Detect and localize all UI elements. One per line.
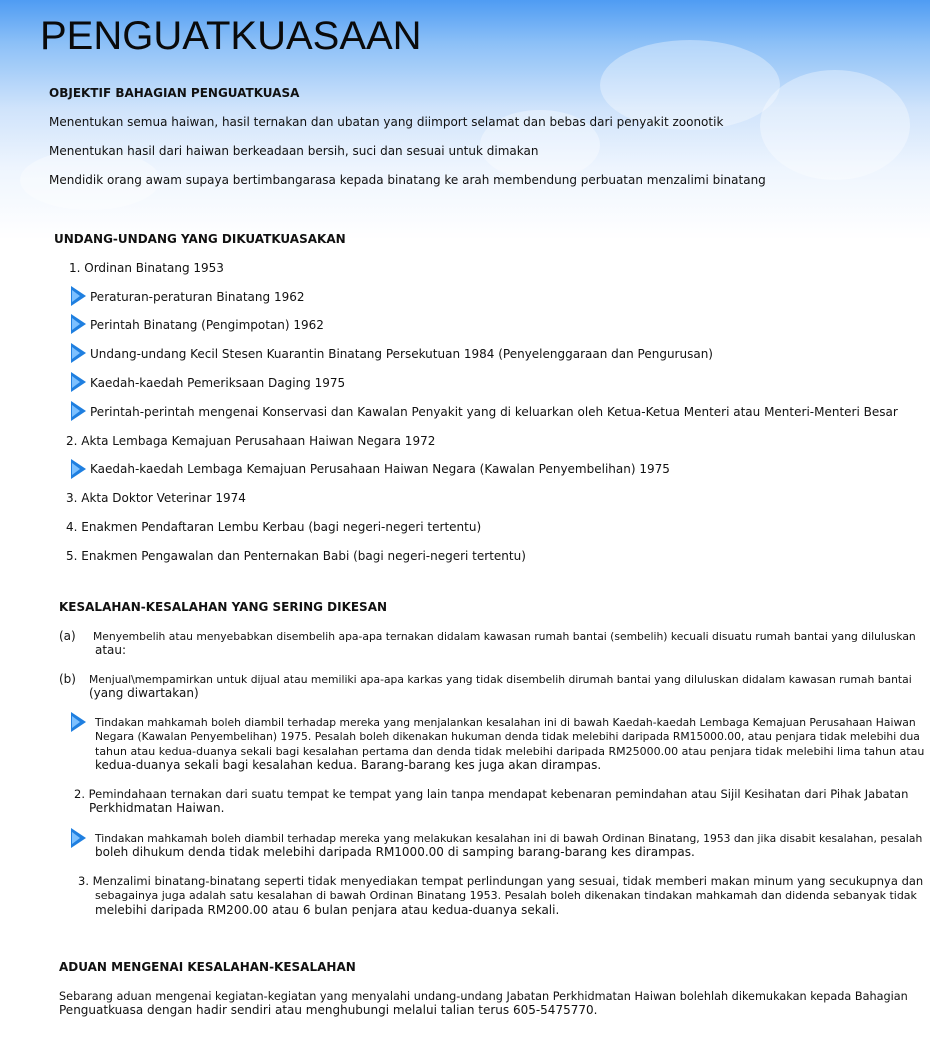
law-sub-item: Perintah Binatang (Pengimpotan) 1962 <box>90 318 324 332</box>
offence-label: (b) <box>59 672 76 686</box>
blue-arrow-bullet-icon <box>71 286 86 306</box>
page-title: PENGUATKUASAAN <box>40 14 422 58</box>
offence-text: Menjual\mempamirkan untuk dijual atau memiliki apa-apa karkas yang tidak disembelih dirumah bantai yang diluluskan didalam kawasan rumah bantai <box>89 673 912 686</box>
penalty-note: Negara (Kawalan Penyembelihan) 1975. Pesalah boleh dikenakan hukuman denda tidak melebihi daripada RM15000.00, atau penjara tidak melebihi dua <box>95 730 920 743</box>
law-item: 4. Enakmen Pendaftaran Lembu Kerbau (bagi negeri-negeri tertentu) <box>66 520 482 534</box>
law-item: 2. Akta Lembaga Kemajuan Perusahaan Haiwan Negara 1972 <box>66 434 436 448</box>
section-heading-kesalahan: KESALAHAN-KESALAHAN YANG SERING DIKESAN <box>59 600 388 614</box>
law-sub-item: Kaedah-kaedah Pemeriksaan Daging 1975 <box>90 376 346 390</box>
section-heading-aduan: ADUAN MENGENAI KESALAHAN-KESALAHAN <box>59 960 356 974</box>
offence-label: (a) <box>59 629 76 643</box>
law-sub-item: Kaedah-kaedah Lembaga Kemajuan Perusahaan Haiwan Negara (Kawalan Penyembelihan) 1975 <box>90 462 670 476</box>
objektif-item: Mendidik orang awam supaya bertimbangarasa kepada binatang ke arah membendung perbuatan menzalimi binatang <box>49 173 766 187</box>
banner-decoration <box>760 70 910 180</box>
law-sub-item: Perintah-perintah mengenai Konservasi dan Kawalan Penyakit yang di keluarkan oleh Ketua-Ketua Menteri atau Menteri-Menteri Besar <box>90 405 898 419</box>
section-heading-undang-undang: UNDANG-UNDANG YANG DIKUATKUASAKAN <box>54 232 346 246</box>
blue-arrow-bullet-icon <box>71 314 86 334</box>
penalty-note: boleh dihukum denda tidak melebihi daripada RM1000.00 di samping barang-barang kes dirampas. <box>95 845 695 859</box>
offence-text: atau: <box>95 643 127 657</box>
offence-text: melebihi daripada RM200.00 atau 6 bulan penjara atau kedua-duanya sekali. <box>95 903 560 917</box>
law-sub-item: Undang-undang Kecil Stesen Kuarantin Binatang Persekutuan 1984 (Penyelenggaraan dan Pengurusan) <box>90 347 713 361</box>
offence-text: (yang diwartakan) <box>89 686 199 700</box>
blue-arrow-bullet-icon <box>71 372 86 392</box>
blue-arrow-bullet-icon <box>71 459 86 479</box>
blue-arrow-bullet-icon <box>71 401 86 421</box>
law-sub-item: Peraturan-peraturan Binatang 1962 <box>90 290 305 304</box>
penalty-note: tahun atau kedua-duanya sekali bagi kesalahan pertama dan denda tidak melebihi daripada RM25000.00 atau penjara tidak melebihi lima tahun atau <box>95 745 925 758</box>
offence-text: sebagainya juga adalah satu kesalahan di bawah Ordinan Binatang 1953. Pesalah boleh dikenakan tindakan mahkamah dan didenda sebanyak tidak <box>95 889 917 902</box>
blue-arrow-bullet-icon <box>71 712 86 732</box>
complaint-text: Sebarang aduan mengenai kegiatan-kegiatan yang menyalahi undang-undang Jabatan Perkhidmatan Haiwan bolehlah dikemukakan kepada Bahagian <box>59 990 908 1003</box>
law-item: 5. Enakmen Pengawalan dan Penternakan Babi (bagi negeri-negeri tertentu) <box>66 549 526 563</box>
offence-text: Perkhidmatan Haiwan. <box>89 801 225 815</box>
penalty-note: Tindakan mahkamah boleh diambil terhadap mereka yang melakukan kesalahan ini di bawah Ordinan Binatang, 1953 dan jika disabit kesalahan, pesalah <box>95 832 923 845</box>
penalty-note: Tindakan mahkamah boleh diambil terhadap mereka yang menjalankan kesalahan ini di bawah Kaedah-kaedah Lembaga Kemajuan Perusahaan Haiwan <box>95 716 916 729</box>
offence-text: 3. Menzalimi binatang-binatang seperti tidak menyediakan tempat perlindungan yang sesuai, tidak memberi makan minum yang secukupnya dan <box>78 874 924 888</box>
complaint-text: Penguatkuasa dengan hadir sendiri atau menghubungi melalui talian terus 605-5475770. <box>59 1003 598 1017</box>
blue-arrow-bullet-icon <box>71 828 86 848</box>
blue-arrow-bullet-icon <box>71 343 86 363</box>
offence-text: Menyembelih atau menyebabkan disembelih apa-apa ternakan didalam kawasan rumah bantai (sembelih) kecuali disuatu rumah bantai yang diluluskan <box>93 630 916 643</box>
law-item: 3. Akta Doktor Veterinar 1974 <box>66 491 246 505</box>
objektif-item: Menentukan hasil dari haiwan berkeadaan bersih, suci dan sesuai untuk dimakan <box>49 144 539 158</box>
penalty-note: kedua-duanya sekali bagi kesalahan kedua. Barang-barang kes juga akan dirampas. <box>95 758 602 772</box>
objektif-item: Menentukan semua haiwan, hasil ternakan dan ubatan yang diimport selamat dan bebas dari penyakit zoonotik <box>49 115 724 129</box>
offence-text: 2. Pemindahaan ternakan dari suatu tempat ke tempat yang lain tanpa mendapat kebenaran pemindahan atau Sijil Kesihatan dari Pihak Jabatan <box>74 787 909 801</box>
law-item: 1. Ordinan Binatang 1953 <box>69 261 224 275</box>
section-heading-objektif: OBJEKTIF BAHAGIAN PENGUATKUASA <box>49 86 300 100</box>
